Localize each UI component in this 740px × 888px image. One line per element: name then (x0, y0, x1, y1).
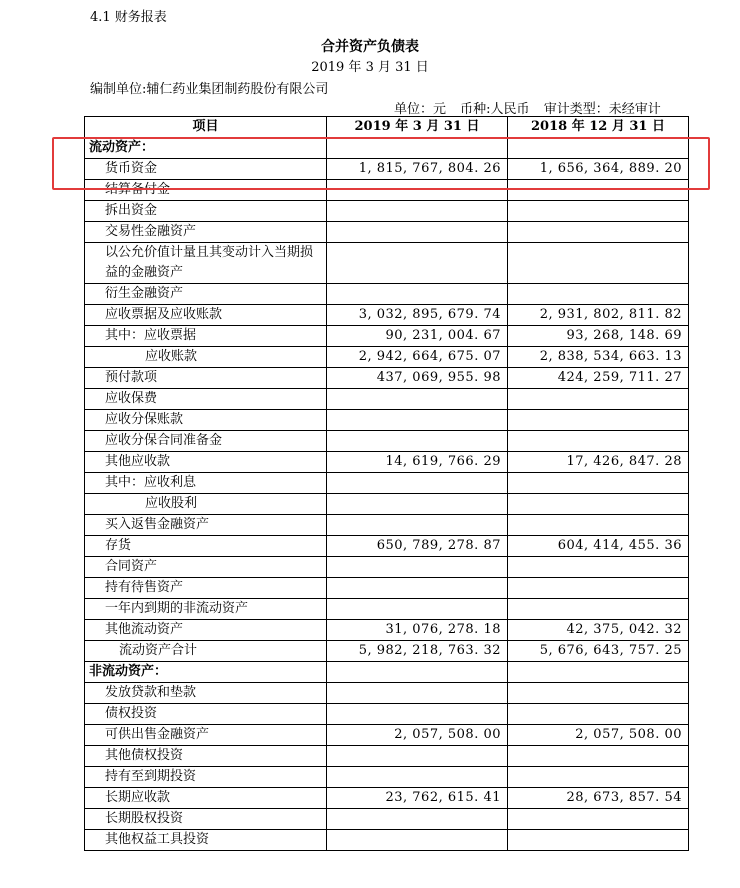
highlight-box (52, 137, 710, 190)
table-row (85, 578, 689, 599)
value-2019 (327, 284, 508, 305)
table-row (85, 746, 689, 767)
value-2019 (327, 557, 508, 578)
value-2019 (327, 222, 508, 243)
value-2019: 650, 789, 278. 87 (327, 536, 508, 557)
value-2018 (508, 830, 689, 851)
value-2018 (508, 473, 689, 494)
row-label: 发放贷款和垫款 (85, 683, 327, 704)
value-2018 (508, 389, 689, 410)
value-2018 (508, 578, 689, 599)
value-2019: 14, 619, 766. 29 (327, 452, 508, 473)
table-row (85, 788, 689, 809)
column-header-2018: 2018 年 12 月 31 日 (508, 117, 689, 138)
table-row (85, 326, 689, 347)
value-2018: 2, 931, 802, 811. 82 (508, 305, 689, 326)
table-row (85, 431, 689, 452)
value-2019 (327, 683, 508, 704)
table-row (85, 452, 689, 473)
value-2019 (327, 201, 508, 222)
value-2018 (508, 662, 689, 683)
value-2018 (508, 222, 689, 243)
value-2019: 3, 032, 895, 679. 74 (327, 305, 508, 326)
unit-label: 单位：元 (394, 102, 447, 117)
row-label: 长期股权投资 (85, 809, 327, 830)
row-label: 买入返售金融资产 (85, 515, 327, 536)
table-row (85, 347, 689, 368)
row-label: 其中：应收票据 (85, 326, 327, 347)
value-2018 (508, 515, 689, 536)
row-label: 其他流动资产 (85, 620, 327, 641)
row-label: 预付款项 (85, 368, 327, 389)
row-label: 以公允价值计量且其变动计入当期损益的金融资产 (85, 243, 327, 284)
value-2019: 23, 762, 615. 41 (327, 788, 508, 809)
table-row (85, 725, 689, 746)
value-2018: 5, 676, 643, 757. 25 (508, 641, 689, 662)
table-row (85, 368, 689, 389)
table-row (85, 599, 689, 620)
row-label: 应收账款 (85, 347, 327, 368)
row-label: 持有待售资产 (85, 578, 327, 599)
row-label: 可供出售金融资产 (85, 725, 327, 746)
row-label: 其他权益工具投资 (85, 830, 327, 851)
value-2018: 424, 259, 711. 27 (508, 368, 689, 389)
row-label: 结算备付金 (85, 180, 327, 201)
value-2018: 604, 414, 455. 36 (508, 536, 689, 557)
value-2019 (327, 767, 508, 788)
value-2019 (327, 410, 508, 431)
row-label: 应收股利 (85, 494, 327, 515)
table-row (85, 704, 689, 725)
company-name: 编制单位:辅仁药业集团制药股份有限公司 (90, 82, 329, 97)
value-2018: 17, 426, 847. 28 (508, 452, 689, 473)
value-2018: 1, 656, 364, 889. 20 (508, 159, 689, 180)
value-2018 (508, 284, 689, 305)
value-2018 (508, 599, 689, 620)
value-2019: 5, 982, 218, 763. 32 (327, 641, 508, 662)
table-row (85, 515, 689, 536)
value-2019 (327, 389, 508, 410)
value-2018: 2, 838, 534, 663. 13 (508, 347, 689, 368)
value-2018: 42, 375, 042. 32 (508, 620, 689, 641)
row-label: 存货 (85, 536, 327, 557)
table-row (85, 536, 689, 557)
value-2018: 2, 057, 508. 00 (508, 725, 689, 746)
value-2019: 31, 076, 278. 18 (327, 620, 508, 641)
row-label: 流动资产合计 (85, 641, 327, 662)
column-header-item: 项目 (85, 117, 327, 138)
value-2018 (508, 767, 689, 788)
value-2019 (327, 746, 508, 767)
section-title: 4.1 财务报表 (90, 10, 167, 25)
table-row (85, 201, 689, 222)
row-label: 一年内到期的非流动资产 (85, 599, 327, 620)
table-row (85, 222, 689, 243)
value-2019 (327, 473, 508, 494)
value-2018 (508, 431, 689, 452)
table-row (85, 767, 689, 788)
row-label: 非流动资产： (85, 662, 327, 683)
value-2018 (508, 704, 689, 725)
table-row (85, 557, 689, 578)
row-label: 持有至到期投资 (85, 767, 327, 788)
table-row (85, 243, 689, 284)
row-label: 长期应收款 (85, 788, 327, 809)
table-row (85, 683, 689, 704)
row-label: 应收分保账款 (85, 410, 327, 431)
row-label: 货币资金 (85, 159, 327, 180)
table-row (85, 662, 689, 683)
value-2018 (508, 201, 689, 222)
value-2019 (327, 830, 508, 851)
row-label: 交易性金融资产 (85, 222, 327, 243)
row-label: 其他应收款 (85, 452, 327, 473)
row-label: 合同资产 (85, 557, 327, 578)
row-label: 其他债权投资 (85, 746, 327, 767)
table-row (85, 830, 689, 851)
value-2019: 437, 069, 955. 98 (327, 368, 508, 389)
value-2019 (327, 243, 508, 284)
row-label: 拆出资金 (85, 201, 327, 222)
value-2018 (508, 494, 689, 515)
currency-label: 币种:人民币 (460, 102, 530, 117)
value-2019 (327, 662, 508, 683)
row-label: 其中：应收利息 (85, 473, 327, 494)
row-label: 债权投资 (85, 704, 327, 725)
table-row (85, 305, 689, 326)
table-row (85, 389, 689, 410)
report-title: 合并资产负债表 (321, 39, 419, 55)
value-2019: 2, 057, 508. 00 (327, 725, 508, 746)
table-row (85, 284, 689, 305)
table-body (85, 138, 689, 851)
table-row (85, 494, 689, 515)
value-2018 (508, 410, 689, 431)
table-row (85, 620, 689, 641)
value-2019 (327, 494, 508, 515)
value-2018 (508, 809, 689, 830)
value-2019: 90, 231, 004. 67 (327, 326, 508, 347)
value-2019 (327, 704, 508, 725)
table-row (85, 809, 689, 830)
row-label: 流动资产： (85, 138, 327, 159)
value-2019: 2, 942, 664, 675. 07 (327, 347, 508, 368)
value-2019 (327, 515, 508, 536)
table-row (85, 473, 689, 494)
value-2018 (508, 746, 689, 767)
row-label: 应收保费 (85, 389, 327, 410)
column-header-2019: 2019 年 3 月 31 日 (327, 117, 508, 138)
value-2018 (508, 557, 689, 578)
value-2018: 28, 673, 857. 54 (508, 788, 689, 809)
row-label: 应收票据及应收账款 (85, 305, 327, 326)
value-2018 (508, 683, 689, 704)
value-2019 (327, 599, 508, 620)
table-row (85, 641, 689, 662)
value-2018 (508, 243, 689, 284)
row-label: 应收分保合同准备金 (85, 431, 327, 452)
value-2019 (327, 431, 508, 452)
table-header-row (85, 117, 689, 138)
report-meta (394, 98, 671, 117)
report-date: 2019 年 3 月 31 日 (311, 60, 429, 75)
value-2019 (327, 578, 508, 599)
value-2018: 93, 268, 148. 69 (508, 326, 689, 347)
balance-sheet-table (84, 116, 689, 851)
row-label: 衍生金融资产 (85, 284, 327, 305)
audit-type-label: 审计类型：未经审计 (543, 102, 661, 117)
value-2019 (327, 809, 508, 830)
value-2019: 1, 815, 767, 804. 26 (327, 159, 508, 180)
table-row (85, 410, 689, 431)
